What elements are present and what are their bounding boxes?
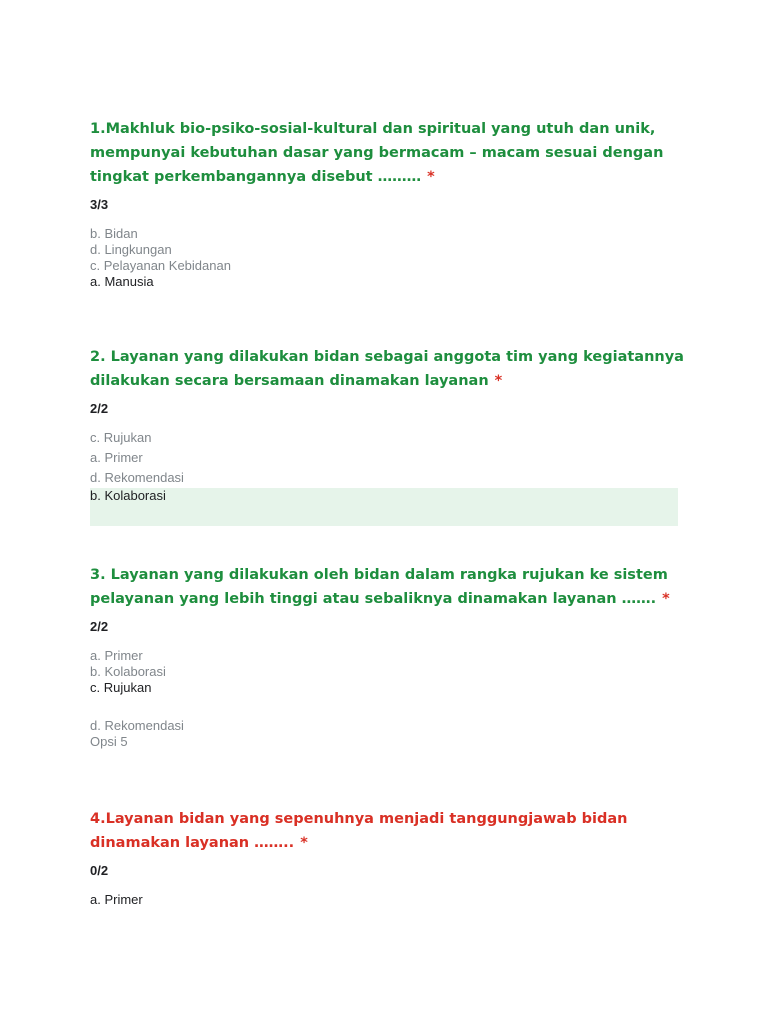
option[interactable]: a. Primer: [90, 648, 143, 663]
required-asterisk: *: [300, 835, 308, 851]
option-selected[interactable]: c. Rujukan: [90, 680, 152, 695]
question-title: 1.Makhluk bio-psiko-sosial-kultural dan spiritual yang utuh dan unik, mempunyai kebutuhan dasar yang bermacam – macam sesuai dengan tingkat perkembangannya disebut ……… *: [90, 121, 664, 185]
question-1: [90, 117, 690, 290]
options-list: [90, 892, 690, 908]
score-label: 2/2: [90, 619, 109, 634]
option-selected[interactable]: b. Kolaborasi: [90, 488, 678, 526]
option[interactable]: c. Rujukan: [90, 430, 152, 445]
option[interactable]: b. Bidan: [90, 226, 138, 241]
question-2: [90, 345, 690, 526]
option[interactable]: b. Kolaborasi: [90, 664, 166, 679]
required-asterisk: *: [427, 169, 435, 185]
score-label: 0/2: [90, 863, 109, 878]
required-asterisk: *: [662, 591, 670, 607]
option[interactable]: d. Lingkungan: [90, 242, 172, 257]
option[interactable]: d. Rekomendasi: [90, 470, 184, 485]
question-3: [90, 563, 690, 750]
question-4: [90, 807, 690, 908]
option[interactable]: d. Rekomendasi: [90, 718, 184, 733]
spacer: [90, 696, 690, 718]
option[interactable]: c. Pelayanan Kebidanan: [90, 258, 231, 273]
required-asterisk: *: [494, 373, 503, 389]
question-title: 3. Layanan yang dilakukan oleh bidan dalam rangka rujukan ke sistem pelayanan yang lebih tinggi atau sebaliknya dinamakan layanan ……. *: [90, 567, 670, 607]
question-title: 4.Layanan bidan yang sepenuhnya menjadi tanggungjawab bidan dinamakan layanan …….. *: [90, 811, 628, 851]
score-label: 2/2: [90, 401, 109, 416]
option[interactable]: a. Primer: [90, 892, 143, 907]
score-label: 3/3: [90, 197, 109, 212]
options-list: [90, 428, 690, 526]
question-title: 2. Layanan yang dilakukan bidan sebagai anggota tim yang kegiatannya dilakukan secara bersamaan dinamakan layanan *: [90, 349, 684, 389]
options-list: [90, 648, 690, 750]
option-selected[interactable]: a. Manusia: [90, 274, 154, 289]
options-list: [90, 226, 690, 290]
option[interactable]: a. Primer: [90, 450, 143, 465]
option[interactable]: Opsi 5: [90, 734, 128, 749]
